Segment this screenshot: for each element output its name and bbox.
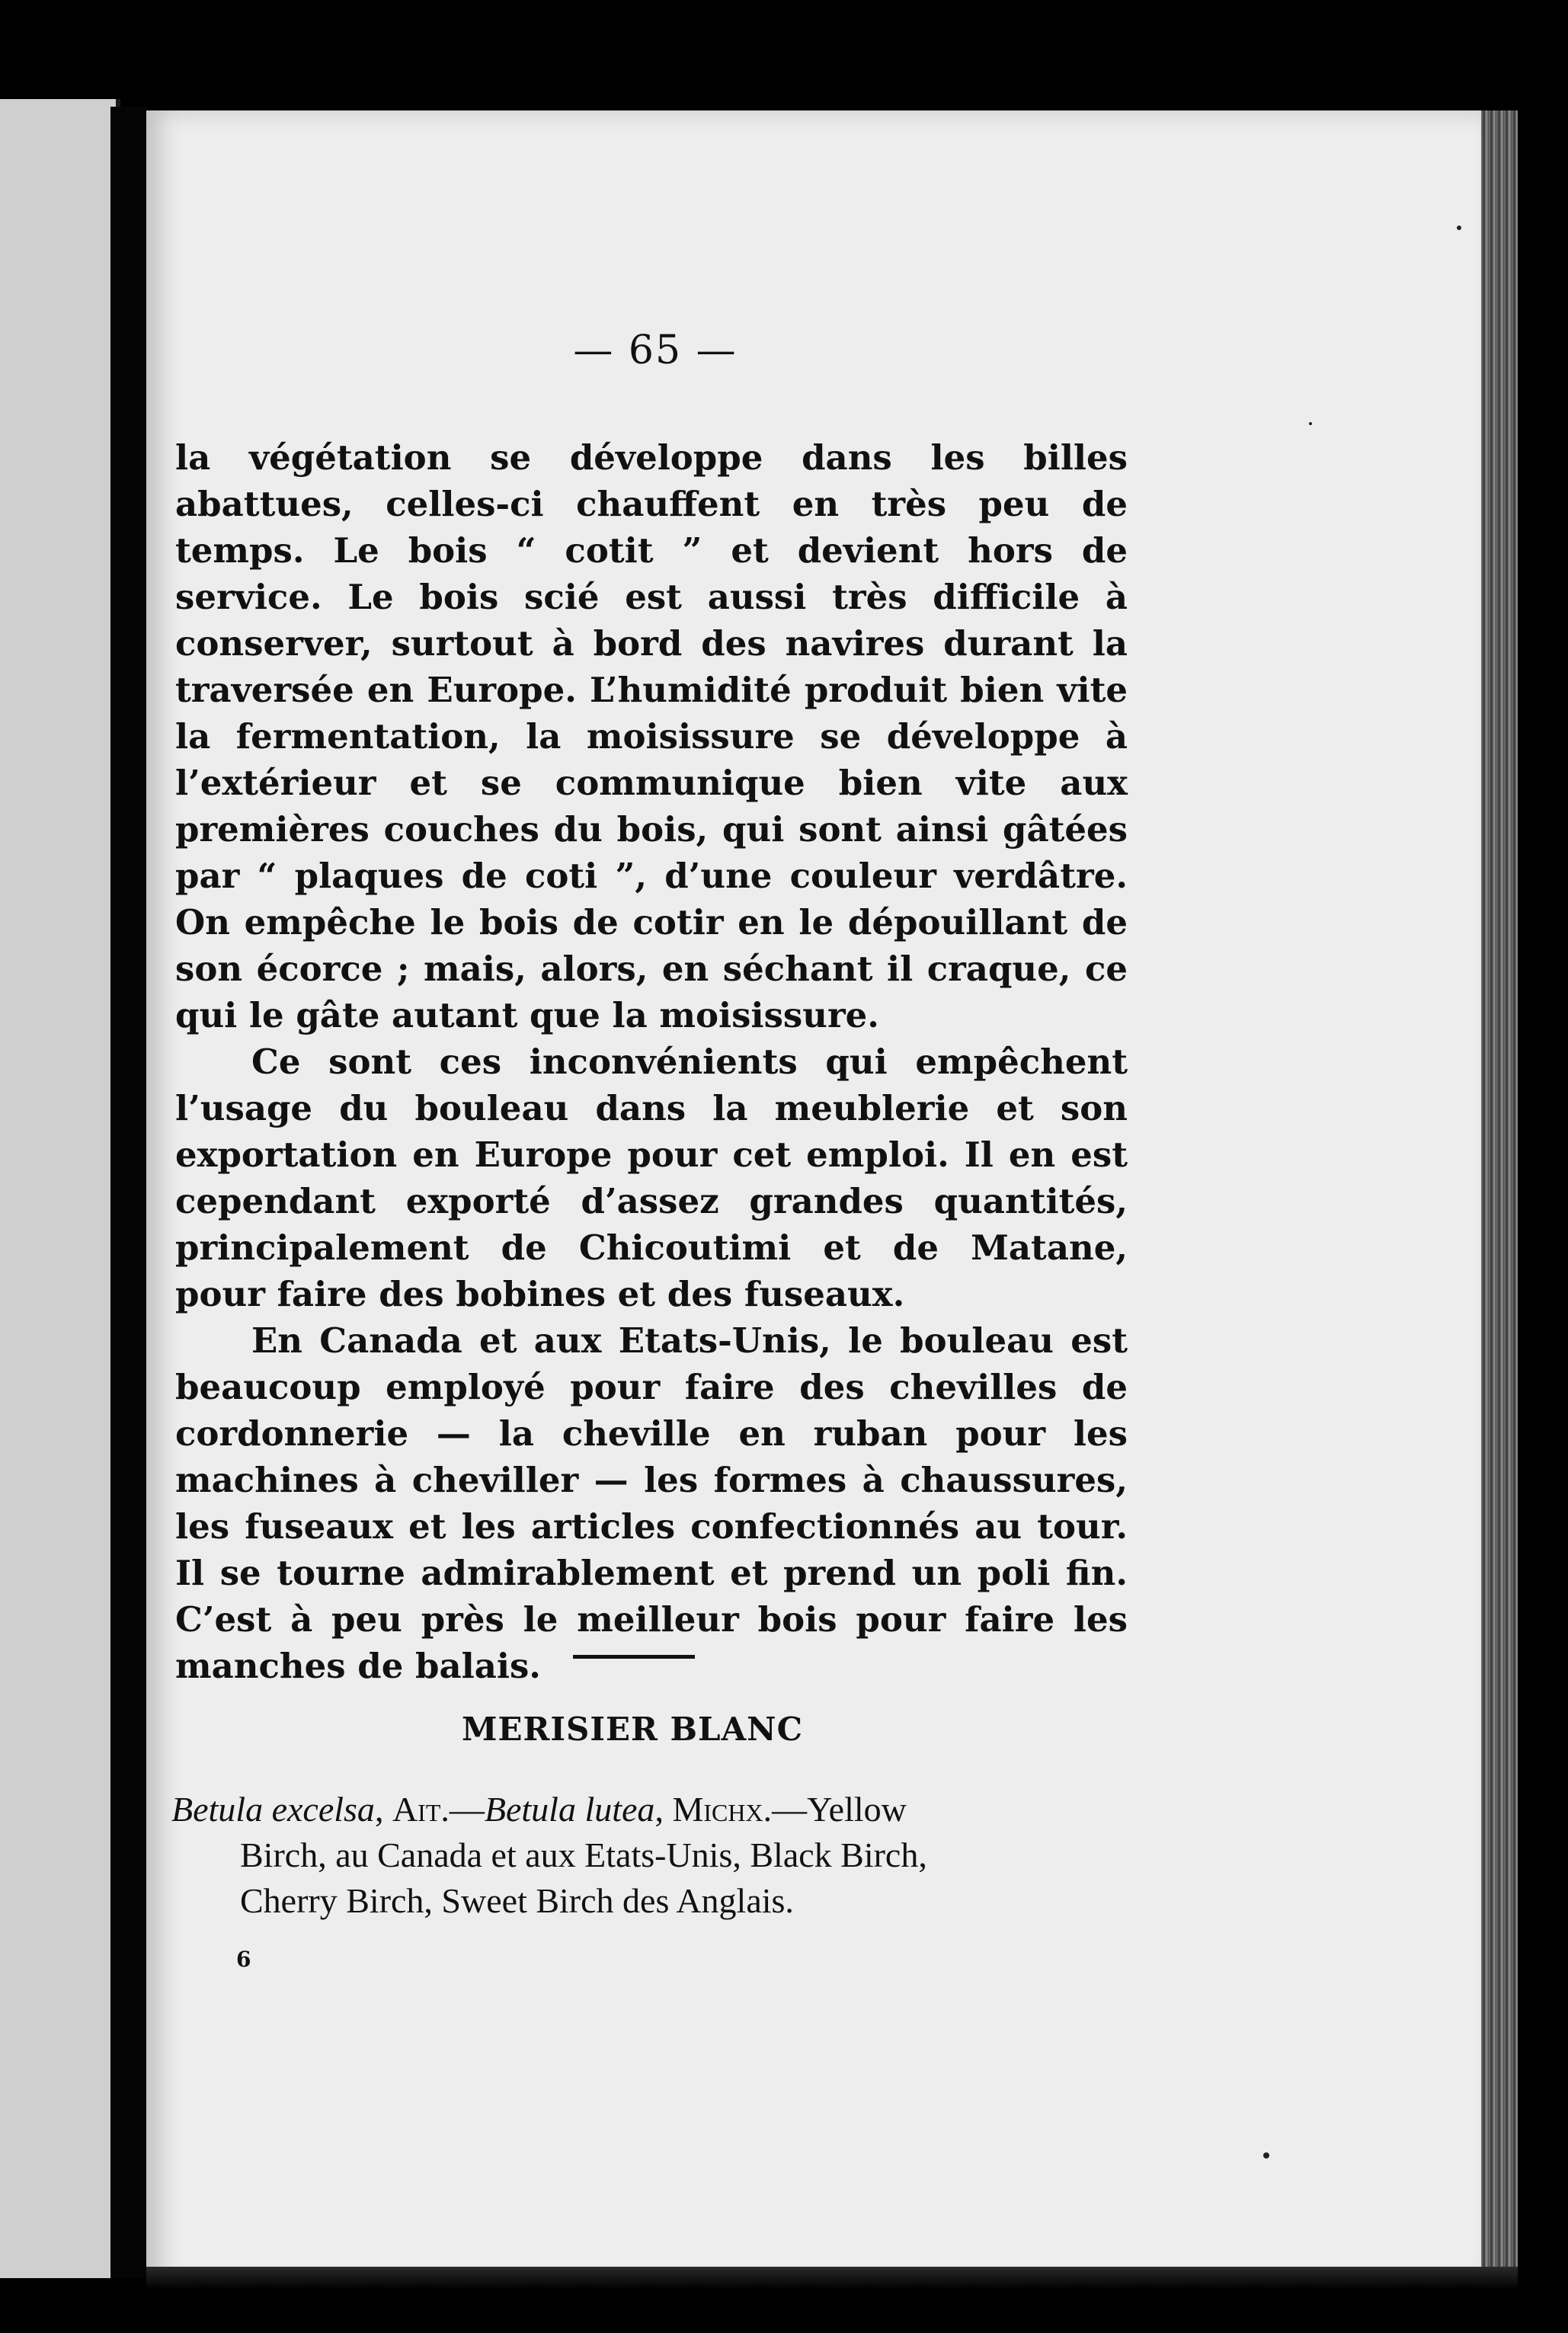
paragraph-3: En Canada et aux Etats-Unis, le bouleau est beaucoup employé pour faire des chevilles de cordonnerie — la cheville en ruban pour les machines à cheviller — les formes à chaussures, les fuseaux et les articles confectionnés au tour. Il se tourne admirablement et prend un poli fin. C’est à peu près le meilleur bois pour faire les manches de balais. xyxy=(175,1320,1128,1686)
paragraph-2: Ce sont ces inconvénients qui empêchent l’usage du bouleau dans la meublerie et son exportation en Europe pour cet emploi. Il en est cependant exporté d’assez grandes quantités, principalement de Chicoutimi et de Matane, pour faire des bobines et des fuseaux. xyxy=(175,1042,1128,1314)
body-text xyxy=(175,434,1128,1689)
page-edge-right xyxy=(1481,110,1518,2286)
synonymy-line-3: Cherry Birch, Sweet Birch des Anglais. xyxy=(240,1881,794,1920)
left-page-edge xyxy=(0,99,120,2278)
scientific-name-2: Betula lutea xyxy=(484,1790,655,1829)
book-spine-shadow xyxy=(110,107,147,2278)
author-1: Ait xyxy=(392,1790,441,1829)
species-synonymy xyxy=(171,1787,1116,1924)
synonymy-line-2: Birch, au Canada et aux Etats-Unis, Black Birch, xyxy=(240,1835,927,1874)
synonymy-line-1 xyxy=(171,1787,1116,1832)
signature-mark: 6 xyxy=(236,1947,251,1972)
scientific-name-1: Betula excelsa xyxy=(171,1790,375,1829)
dust-speck xyxy=(1309,422,1312,425)
dust-speck xyxy=(1457,226,1461,230)
paragraph-1: la végétation se développe dans les billes abattues, celles-ci chauffent en très peu de temps. Le bois “ cotit ” et devient hors de service. Le bois scié est aussi très difficile à conserver, surtout à bord des navires durant la traversée en Europe. L’humidité produit bien vite la fermentation, la moisissure se développe à l’extérieur et se communique bien vite aux premières couches du bois, qui sont ainsi gâtées par “ plaques de coti ”, d’une couleur verdâtre. On empêche le bois de cotir en le dépouillant de son écorce ; mais, alors, en séchant il craque, ce qui le gâte autant que la moisissure. xyxy=(175,437,1128,1035)
author-2: Michx xyxy=(672,1790,763,1829)
separator-1: , xyxy=(374,1790,392,1829)
dash-1: .— xyxy=(440,1790,485,1829)
page-number: — 65 — xyxy=(573,328,738,373)
page-bottom-shadow xyxy=(146,2267,1518,2290)
dust-speck xyxy=(1263,2152,1269,2159)
dash-2: .—Yellow xyxy=(763,1790,907,1829)
section-heading: MERISIER BLANC xyxy=(461,1711,803,1748)
separator-2: , xyxy=(654,1790,673,1829)
section-divider-rule xyxy=(573,1655,695,1659)
